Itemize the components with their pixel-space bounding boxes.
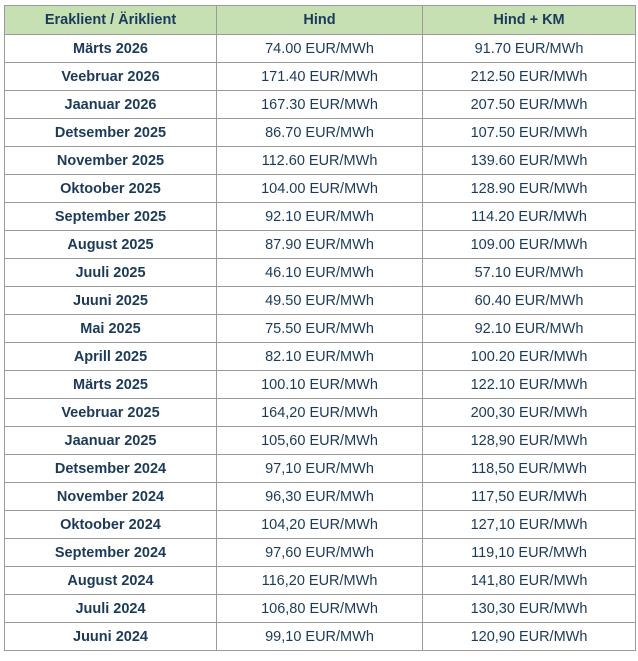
- table-row: [5, 259, 636, 287]
- price-cell: 99,10 EUR/MWh: [217, 623, 423, 651]
- price-vat-cell: 92.10 EUR/MWh: [423, 315, 636, 343]
- month-cell: Juuni 2025: [5, 287, 217, 315]
- table-row: [5, 231, 636, 259]
- month-cell: Jaanuar 2026: [5, 91, 217, 119]
- price-cell: 100.10 EUR/MWh: [217, 371, 423, 399]
- month-cell: November 2024: [5, 483, 217, 511]
- price-cell: 75.50 EUR/MWh: [217, 315, 423, 343]
- table-row: [5, 483, 636, 511]
- month-cell: Veebruar 2026: [5, 63, 217, 91]
- price-vat-cell: 107.50 EUR/MWh: [423, 119, 636, 147]
- price-cell: 74.00 EUR/MWh: [217, 35, 423, 63]
- month-cell: Mai 2025: [5, 315, 217, 343]
- price-vat-cell: 118,50 EUR/MWh: [423, 455, 636, 483]
- price-cell: 82.10 EUR/MWh: [217, 343, 423, 371]
- month-cell: September 2024: [5, 539, 217, 567]
- month-cell: Aprill 2025: [5, 343, 217, 371]
- table-row: [5, 539, 636, 567]
- price-cell: 86.70 EUR/MWh: [217, 119, 423, 147]
- table-row: [5, 623, 636, 651]
- month-cell: Detsember 2024: [5, 455, 217, 483]
- price-vat-cell: 57.10 EUR/MWh: [423, 259, 636, 287]
- table-row: [5, 147, 636, 175]
- price-cell: 167.30 EUR/MWh: [217, 91, 423, 119]
- table-row: [5, 287, 636, 315]
- price-cell: 104,20 EUR/MWh: [217, 511, 423, 539]
- price-cell: 112.60 EUR/MWh: [217, 147, 423, 175]
- price-cell: 96,30 EUR/MWh: [217, 483, 423, 511]
- month-cell: Detsember 2025: [5, 119, 217, 147]
- table-row: [5, 371, 636, 399]
- price-cell: 164,20 EUR/MWh: [217, 399, 423, 427]
- price-table-container: [4, 5, 635, 651]
- header-row: [5, 6, 636, 35]
- table-row: [5, 343, 636, 371]
- month-cell: Oktoober 2025: [5, 175, 217, 203]
- month-cell: Veebruar 2025: [5, 399, 217, 427]
- price-vat-cell: 109.00 EUR/MWh: [423, 231, 636, 259]
- price-vat-cell: 207.50 EUR/MWh: [423, 91, 636, 119]
- table-row: [5, 203, 636, 231]
- table-row: [5, 399, 636, 427]
- price-vat-cell: 200,30 EUR/MWh: [423, 399, 636, 427]
- price-vat-cell: 128,90 EUR/MWh: [423, 427, 636, 455]
- price-vat-cell: 60.40 EUR/MWh: [423, 287, 636, 315]
- price-cell: 97,10 EUR/MWh: [217, 455, 423, 483]
- month-cell: August 2024: [5, 567, 217, 595]
- month-cell: Juuli 2024: [5, 595, 217, 623]
- month-cell: November 2025: [5, 147, 217, 175]
- header-price-vat: Hind + KM: [423, 6, 636, 35]
- price-vat-cell: 119,10 EUR/MWh: [423, 539, 636, 567]
- price-vat-cell: 127,10 EUR/MWh: [423, 511, 636, 539]
- table-row: [5, 427, 636, 455]
- price-vat-cell: 100.20 EUR/MWh: [423, 343, 636, 371]
- price-cell: 105,60 EUR/MWh: [217, 427, 423, 455]
- month-cell: Oktoober 2024: [5, 511, 217, 539]
- price-vat-cell: 114.20 EUR/MWh: [423, 203, 636, 231]
- month-cell: September 2025: [5, 203, 217, 231]
- price-cell: 106,80 EUR/MWh: [217, 595, 423, 623]
- price-vat-cell: 212.50 EUR/MWh: [423, 63, 636, 91]
- price-cell: 171.40 EUR/MWh: [217, 63, 423, 91]
- price-vat-cell: 128.90 EUR/MWh: [423, 175, 636, 203]
- table-row: [5, 35, 636, 63]
- table-row: [5, 175, 636, 203]
- price-cell: 104.00 EUR/MWh: [217, 175, 423, 203]
- price-vat-cell: 141,80 EUR/MWh: [423, 567, 636, 595]
- table-row: [5, 119, 636, 147]
- price-vat-cell: 130,30 EUR/MWh: [423, 595, 636, 623]
- price-vat-cell: 120,90 EUR/MWh: [423, 623, 636, 651]
- table-row: [5, 595, 636, 623]
- table-row: [5, 567, 636, 595]
- table-header: [5, 6, 636, 35]
- price-cell: 92.10 EUR/MWh: [217, 203, 423, 231]
- price-cell: 116,20 EUR/MWh: [217, 567, 423, 595]
- table-row: [5, 455, 636, 483]
- price-vat-cell: 122.10 EUR/MWh: [423, 371, 636, 399]
- price-cell: 87.90 EUR/MWh: [217, 231, 423, 259]
- table-body: [5, 35, 636, 651]
- month-cell: Märts 2025: [5, 371, 217, 399]
- table-row: [5, 63, 636, 91]
- price-table: [4, 5, 636, 651]
- price-cell: 46.10 EUR/MWh: [217, 259, 423, 287]
- header-price: Hind: [217, 6, 423, 35]
- header-client-type: Eraklient / Äriklient: [5, 6, 217, 35]
- price-vat-cell: 117,50 EUR/MWh: [423, 483, 636, 511]
- table-row: [5, 91, 636, 119]
- month-cell: Märts 2026: [5, 35, 217, 63]
- table-row: [5, 315, 636, 343]
- price-cell: 49.50 EUR/MWh: [217, 287, 423, 315]
- table-row: [5, 511, 636, 539]
- price-cell: 97,60 EUR/MWh: [217, 539, 423, 567]
- price-vat-cell: 91.70 EUR/MWh: [423, 35, 636, 63]
- month-cell: Juuli 2025: [5, 259, 217, 287]
- month-cell: Juuni 2024: [5, 623, 217, 651]
- month-cell: Jaanuar 2025: [5, 427, 217, 455]
- price-vat-cell: 139.60 EUR/MWh: [423, 147, 636, 175]
- month-cell: August 2025: [5, 231, 217, 259]
